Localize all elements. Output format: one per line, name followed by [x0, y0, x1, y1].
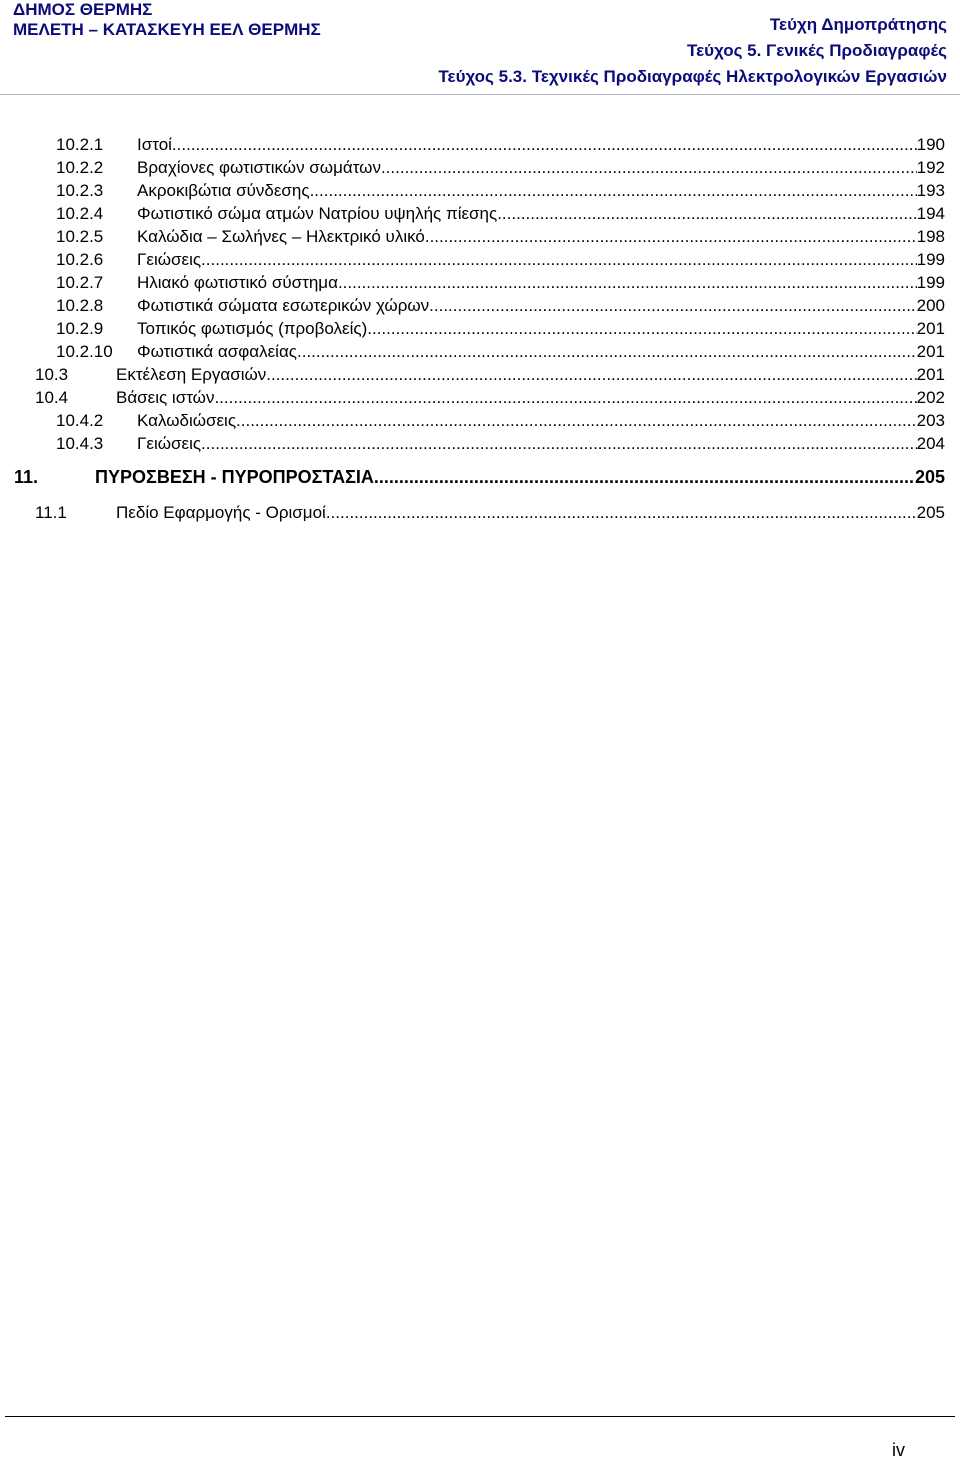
toc-entry-number: 10.4.3 — [56, 434, 104, 453]
toc-dot-leader — [381, 157, 917, 179]
toc-entry-11[interactable] — [14, 466, 945, 488]
toc-dot-leader — [236, 410, 917, 432]
toc-dot-leader — [374, 466, 915, 488]
document-header-right — [438, 12, 947, 90]
toc-entry-10-4[interactable] — [35, 387, 945, 409]
page-number: iv — [892, 1440, 905, 1460]
toc-entry-11-1[interactable] — [35, 502, 945, 524]
subvolume-title: Τεύχος 5.3. Τεχνικές Προδιαγραφές Ηλεκτρολογικών Εργασιών — [438, 67, 947, 86]
toc-dot-leader — [338, 272, 917, 294]
toc-dot-leader — [172, 134, 917, 156]
toc-entry-number: 10.3 — [35, 365, 69, 384]
toc-entry-title: Βραχίονες φωτιστικών σωμάτων — [137, 158, 381, 177]
toc-entry-page: 201 — [916, 319, 945, 338]
toc-entry-page: 205 — [914, 467, 945, 487]
toc-entry-page: 204 — [916, 434, 945, 453]
toc-entry-title: Καλώδια – Σωλήνες – Ηλεκτρικό υλικό — [137, 227, 425, 246]
toc-dot-leader — [425, 226, 917, 248]
toc-entry-page: 201 — [916, 365, 945, 384]
toc-entry-title: Βάσεις ιστών — [116, 388, 215, 407]
toc-entry-title: Φωτιστικά σώματα εσωτερικών χώρων — [137, 296, 430, 315]
toc-dot-leader — [201, 249, 917, 271]
toc-entry-page: 192 — [916, 158, 945, 177]
toc-dot-leader — [326, 502, 917, 524]
toc-entry-10-2-6[interactable] — [56, 249, 945, 271]
toc-dot-leader — [201, 433, 917, 455]
toc-entry-10-2-10[interactable] — [56, 341, 945, 363]
toc-dot-leader — [297, 341, 917, 363]
toc-entry-10-2-5[interactable] — [56, 226, 945, 248]
toc-entry-10-2-2[interactable] — [56, 157, 945, 179]
footer-divider — [5, 1416, 955, 1417]
toc-entry-page: 199 — [916, 273, 945, 292]
toc-entry-page: 203 — [916, 411, 945, 430]
toc-entry-title: Ιστοί — [137, 135, 172, 154]
toc-entry-title: Γειώσεις — [137, 434, 202, 453]
project-title: ΜΕΛΕΤΗ – ΚΑΤΑΣΚΕΥΗ ΕΕΛ ΘΕΡΜΗΣ — [13, 20, 321, 39]
toc-entry-title: Φωτιστικά ασφαλείας — [137, 342, 297, 361]
toc-entry-number: 10.2.6 — [56, 250, 104, 269]
toc-entry-number: 10.2.4 — [56, 204, 104, 223]
toc-entry-number: 11. — [14, 467, 39, 487]
toc-entry-page: 205 — [916, 503, 945, 522]
toc-dot-leader — [310, 180, 917, 202]
toc-entry-number: 10.2.7 — [56, 273, 104, 292]
header-divider — [0, 94, 960, 95]
toc-entry-10-2-7[interactable] — [56, 272, 945, 294]
toc-entry-page: 199 — [916, 250, 945, 269]
toc-entry-page: 201 — [916, 342, 945, 361]
toc-entry-page: 190 — [916, 135, 945, 154]
toc-dot-leader — [266, 364, 916, 386]
document-header-left — [13, 0, 321, 40]
toc-entry-number: 10.2.5 — [56, 227, 104, 246]
toc-entry-title: Φωτιστικό σώμα ατμών Νατρίου υψηλής πίεσης — [137, 204, 498, 223]
toc-entry-number: 10.4.2 — [56, 411, 104, 430]
toc-entry-10-4-3[interactable] — [56, 433, 945, 455]
toc-entry-title: Γειώσεις — [137, 250, 202, 269]
toc-entry-title: Πεδίο Εφαρμογής - Ορισμοί — [116, 503, 326, 522]
toc-entry-number: 10.2.2 — [56, 158, 104, 177]
toc-entry-page: 202 — [916, 388, 945, 407]
toc-entry-10-2-9[interactable] — [56, 318, 945, 340]
toc-entry-title: Ακροκιβώτια σύνδεσης — [137, 181, 310, 200]
toc-entry-title: Εκτέλεση Εργασιών — [116, 365, 267, 384]
toc-entry-10-2-8[interactable] — [56, 295, 945, 317]
toc-entry-page: 193 — [916, 181, 945, 200]
toc-entry-number: 10.2.8 — [56, 296, 104, 315]
toc-entry-number: 10.2.10 — [56, 342, 113, 361]
toc-entry-10-3[interactable] — [35, 364, 945, 386]
toc-entry-page: 198 — [916, 227, 945, 246]
toc-dot-leader — [214, 387, 916, 409]
toc-dot-leader — [429, 295, 916, 317]
municipality-name: ΔΗΜΟΣ ΘΕΡΜΗΣ — [13, 0, 153, 19]
toc-entry-10-4-2[interactable] — [56, 410, 945, 432]
toc-entry-10-2-1[interactable] — [56, 134, 945, 156]
toc-dot-leader — [497, 203, 916, 225]
volume-set-title: Τεύχη Δημοπράτησης — [769, 15, 947, 34]
toc-entry-page: 200 — [916, 296, 945, 315]
toc-entry-number: 10.2.3 — [56, 181, 104, 200]
toc-entry-10-2-3[interactable] — [56, 180, 945, 202]
toc-entry-number: 11.1 — [35, 503, 67, 522]
toc-entry-number: 10.2.1 — [56, 135, 104, 154]
toc-entry-title: Καλωδιώσεις — [137, 411, 237, 430]
toc-entry-page: 194 — [916, 204, 945, 223]
toc-entry-number: 10.2.9 — [56, 319, 104, 338]
toc-entry-title: Τοπικός φωτισμός (προβολείς) — [137, 319, 368, 338]
toc-entry-title: ΠΥΡΟΣΒΕΣΗ - ΠΥΡΟΠΡΟΣΤΑΣΙΑ — [95, 467, 374, 487]
toc-entry-title: Ηλιακό φωτιστικό σύστημα — [137, 273, 338, 292]
toc-dot-leader — [367, 318, 916, 340]
toc-entry-10-2-4[interactable] — [56, 203, 945, 225]
toc-entry-number: 10.4 — [35, 388, 69, 407]
volume-title: Τεύχος 5. Γενικές Προδιαγραφές — [686, 41, 947, 60]
